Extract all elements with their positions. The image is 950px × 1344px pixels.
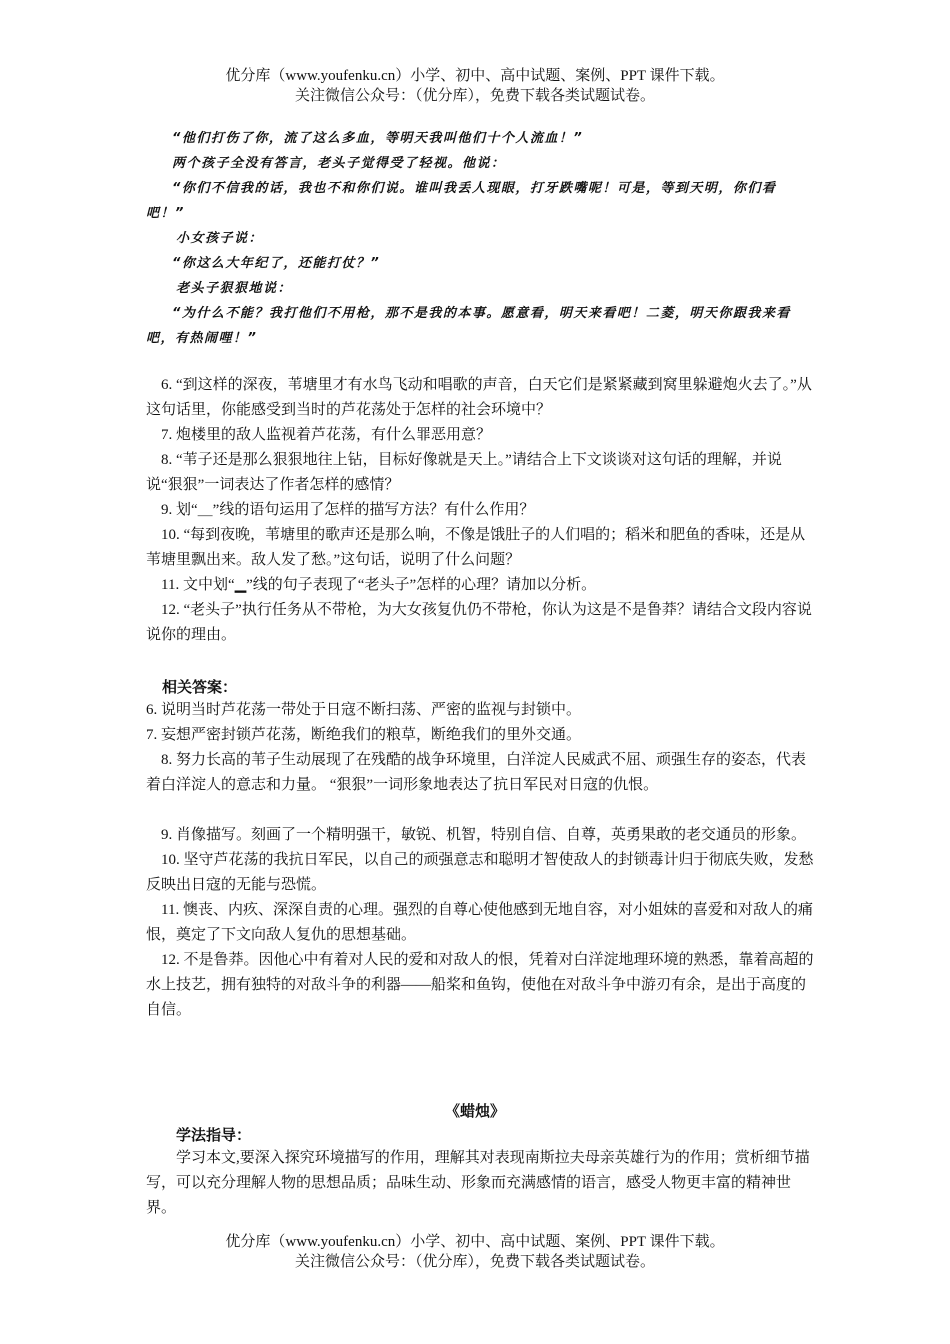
- answer-8: 8. 努力长高的苇子生动展现了在残酷的战争环境里，白洋淀人民威武不屈、顽强生存的姿态，代表着白洋淀人的意志和力量。 “狠狠”一词形象地表达了抗日军民对日寇的仇恨。: [146, 752, 807, 793]
- answers-heading: 相关答案：: [162, 678, 238, 696]
- question-12: 12. “老头子”执行任务从不带枪，为大女孩复仇仍不带枪，你认为这是不是鲁莽？请结合文段内容说说你的理由。: [146, 602, 812, 643]
- footer-line-1: 优分库（www.youfenku.cn）小学、初中、高中试题、案例、PPT 课件下载。: [225, 1234, 725, 1250]
- answer-10: 10. 坚守芦花荡的我抗日军民，以自己的顽强意志和聪明才智使敌人的封锁毒计归于彻底失败，发愁反映出日寇的无能与恐慌。: [146, 852, 814, 893]
- question-7: 7. 炮楼里的敌人监视着芦花荡，有什么罪恶用意？: [161, 427, 492, 443]
- study-guide-text: 学习本文,要深入探究环境描写的作用，理解其对表现南斯拉夫母亲英雄行为的作用；赏析细节描写，可以充分理解人物的思想品质；品味生动、形象而充满感情的语言，感受人物更丰富的精神世界。: [146, 1150, 810, 1216]
- answer-7: 7. 妄想严密封锁芦花荡，断绝我们的粮草，断绝我们的里外交通。: [146, 727, 582, 743]
- excerpt-line: 老头子狠狠地说：: [176, 281, 293, 296]
- blank-line: [146, 798, 820, 823]
- excerpt-line: “为什么不能？我打他们不用枪，那不是我的本事。愿意看，明天来看吧！二菱，明天你跟我来看吧，有热闹哩！”: [146, 306, 791, 346]
- answer-6: 6. 说明当时芦花荡一带处于日寇不断扫荡、严密的监视与封锁中。: [146, 702, 582, 718]
- question-8: 8. “苇子还是那么狠狠地往上钻，目标好像就是天上。”请结合上下文谈谈对这句话的理解，并说说“狠狠”一词表达了作者怎样的感情？: [146, 452, 782, 493]
- answer-list: [146, 698, 820, 1023]
- excerpt-line: “你们不信我的话，我也不和你们说。谁叫我丢人现眼，打牙跌嘴呢！可是，等到天明，你们看吧！”: [146, 181, 777, 221]
- page-header: [0, 66, 950, 106]
- page-footer: [0, 1232, 950, 1272]
- answer-11: 11. 懊丧、内疚、深深自责的心理。强烈的自尊心使他感到无地自容，对小姐妹的喜爱和对敌人的痛恨，奠定了下文向敌人复仇的思想基础。: [146, 902, 813, 943]
- question-list: [146, 373, 812, 648]
- footer-line-2: 关注微信公众号：（优分库），免费下载各类试题试卷。: [294, 1254, 655, 1270]
- answer-9: 9. 肖像描写。刻画了一个精明强干，敏锐、机智，特别自信、自尊，英勇果敢的老交通员的形象。: [161, 827, 807, 843]
- excerpt-line: “他们打伤了你，流了这么多血，等明天我叫他们十个人流血！”: [172, 131, 584, 146]
- story-excerpt: [146, 126, 810, 351]
- question-9: 9. 划“＿”线的语句运用了怎样的描写方法？有什么作用？: [161, 502, 535, 518]
- lesson-title: 《蜡烛》: [444, 1102, 505, 1120]
- excerpt-line: “你这么大年纪了，还能打仗？”: [172, 256, 381, 271]
- excerpt-line: 两个孩子全没有答言，老头子觉得受了轻视。他说：: [172, 156, 506, 171]
- header-line-1: 优分库（www.youfenku.cn）小学、初中、高中试题、案例、PPT 课件下载。: [225, 68, 725, 84]
- header-line-2: 关注微信公众号：（优分库），免费下载各类试题试卷。: [294, 88, 655, 104]
- question-6: 6. “到这样的深夜，苇塘里才有水鸟飞动和唱歌的声音，白天它们是紧紧藏到窝里躲避炮火去了。”从这句话里，你能感受到当时的芦花荡处于怎样的社会环境中？: [146, 377, 812, 418]
- question-11: 11. 文中划“▁”线的句子表现了“老头子”怎样的心理？请加以分析。: [161, 577, 597, 593]
- answer-12: 12. 不是鲁莽。因他心中有着对人民的爱和对敌人的恨，凭着对白洋淀地理环境的熟悉，靠着高超的水上技艺，拥有独特的对敌斗争的利器——船桨和鱼钩，使他在对敌斗争中游刃有余，是出于高度的自信。: [146, 952, 814, 1018]
- study-guide-heading: 学法指导：: [176, 1126, 252, 1144]
- excerpt-line: 小女孩子说：: [176, 231, 264, 246]
- question-10: 10. “每到夜晚，苇塘里的歌声还是那么响，不像是饿肚子的人们唱的；稻米和肥鱼的香味，还是从苇塘里飘出来。敌人发了愁。”这句话，说明了什么问题？: [146, 527, 806, 568]
- study-guide-text-block: [146, 1146, 812, 1221]
